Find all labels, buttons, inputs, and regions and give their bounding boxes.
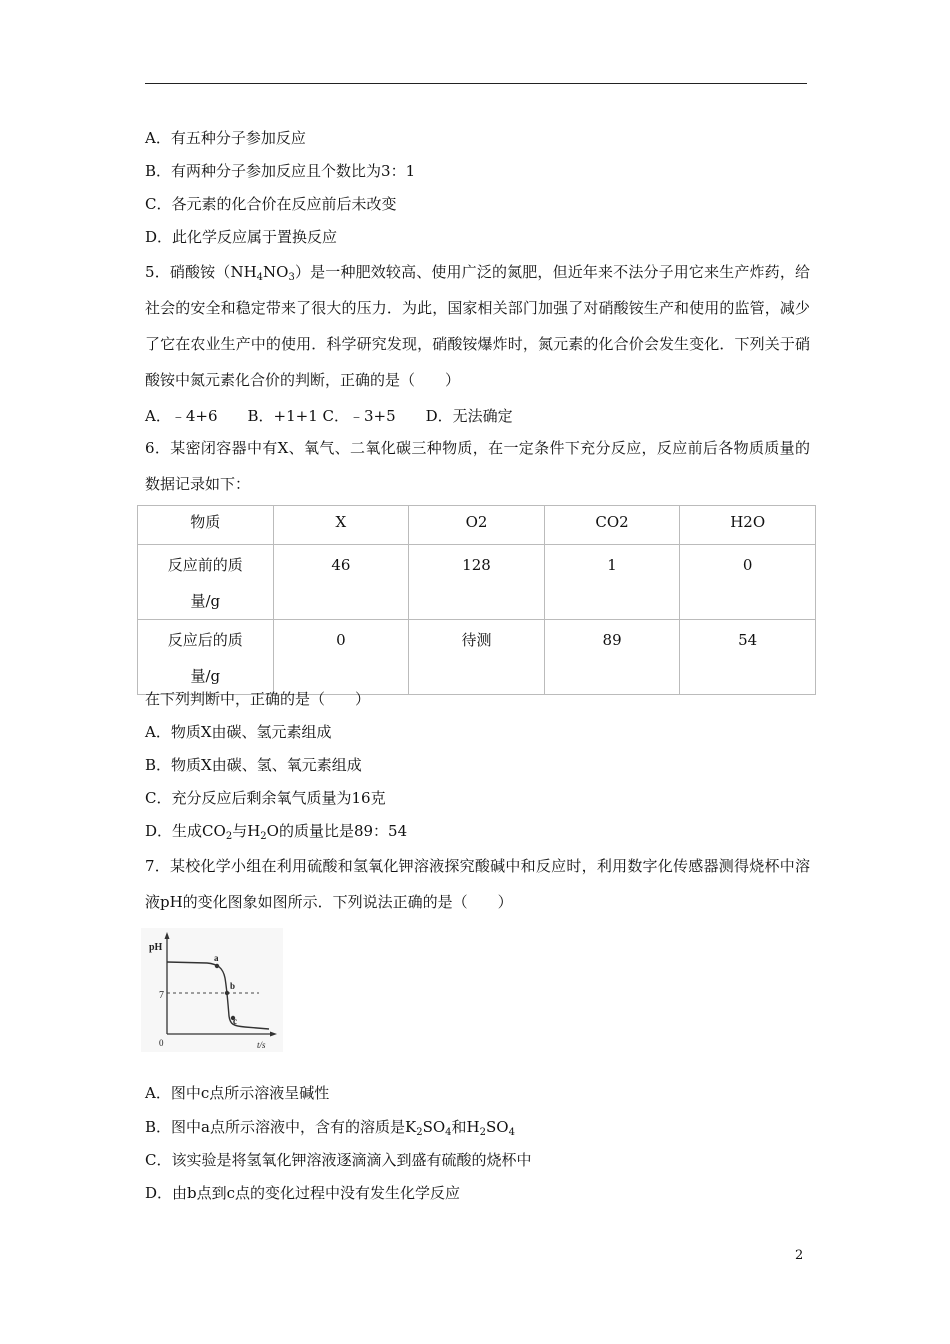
formula-nh: NH <box>230 263 257 281</box>
q7-stem: 7．某校化学小组在利用硫酸和氢氧化钾溶液探究酸碱中和反应时，利用数字化传感器测得烧杯中溶液pH的变化图象如图所示．下列说法正确的是（ ） <box>145 857 810 911</box>
point-b-marker <box>225 991 229 995</box>
q7-option-c: C．该实验是将氢氧化钾溶液逐滴滴入到盛有硫酸的烧杯中 <box>145 1151 532 1169</box>
formula-sub: 2 <box>225 831 233 842</box>
table-header-cell: CO2 <box>544 506 680 545</box>
table-cell: 128 <box>409 545 545 620</box>
text-span: SO <box>485 1118 509 1136</box>
q5-stem-start: 5．硝酸铵（ <box>145 263 231 281</box>
table-header-cell: 物质 <box>138 506 274 545</box>
q6-option-b: B．物质X由碳、氢、氧元素组成 <box>145 756 362 774</box>
q7-option-a: A．图中c点所示溶液呈碱性 <box>145 1084 330 1102</box>
table-header-cell: X <box>273 506 409 545</box>
table-cell <box>138 620 274 695</box>
q6-data-table <box>137 505 816 695</box>
q6-option-c: C．充分反应后剩余氧气质量为16克 <box>145 789 386 807</box>
table-cell: 1 <box>544 545 680 620</box>
text-span: 和H <box>451 1118 480 1136</box>
q4-option-d: D．此化学反应属于置换反应 <box>145 228 338 246</box>
text-span: B．图中a点所示溶液中，含有的溶质是K <box>145 1118 417 1136</box>
q6-stem: 6．某密闭容器中有X、氧气、二氧化碳三种物质，在一定条件下充分反应，反应前后各物质质量的数据记录如下： <box>145 439 810 493</box>
q7-option-b <box>145 1117 515 1137</box>
y-axis-label: pH <box>149 942 163 953</box>
q5-stem-rest: ）是一种肥效较高、使用广泛的氮肥，但近年来不法分子用它来生产炸药，给社会的安全和稳定带来了很大的压力．为此，国家相关部门加强了对硝酸铵生产和使用的监管，减少了它在农业生产中的使用．科学研究发现，硝酸铵爆炸时，氮元素的化合价会发生变化．下列关于硝酸铵中氮元素化合价的判断，正确的是（ ） <box>145 263 810 389</box>
table-header-cell: H2O <box>680 506 816 545</box>
text-span: SO <box>422 1118 446 1136</box>
q4-option-b: B．有两种分子参加反应且个数比为3：1 <box>145 162 416 180</box>
q5-formula <box>230 263 294 281</box>
row-label: 反应前的质量/g <box>167 556 243 610</box>
row-label: 反应后的质量/g <box>167 631 243 685</box>
table-row <box>138 620 816 695</box>
table-cell <box>138 545 274 620</box>
point-a-label: a <box>214 953 219 963</box>
q5-options: A．﹣4+6 B．+1+1 C．﹣3+5 D．无法确定 <box>145 407 513 425</box>
formula-sub: 4 <box>508 1127 515 1138</box>
origin-label: 0 <box>159 1038 164 1048</box>
table-cell: 46 <box>273 545 409 620</box>
table-header-row <box>138 506 816 545</box>
x-axis-label: t/s <box>257 1040 266 1050</box>
q6-option-a: A．物质X由碳、氢元素组成 <box>145 723 332 741</box>
q5-stem <box>145 254 810 398</box>
header-rule <box>145 83 807 84</box>
q7-option-d: D．由b点到c点的变化过程中没有发生化学反应 <box>145 1184 461 1202</box>
point-b-label: b <box>230 981 236 991</box>
formula-sub: 3 <box>288 272 295 283</box>
text-span: D．生成CO <box>145 822 226 840</box>
formula-sub: 2 <box>260 831 267 842</box>
page-number: 2 <box>795 1248 804 1263</box>
table-cell: 0 <box>273 620 409 695</box>
table-header-cell: O2 <box>409 506 545 545</box>
table-cell: 0 <box>680 545 816 620</box>
formula-no: NO <box>263 263 289 281</box>
formula-sub: 4 <box>445 1127 452 1138</box>
table-row <box>138 545 816 620</box>
q6-question: 在下列判断中，正确的是（ ） <box>145 690 371 708</box>
q6-option-d <box>145 821 407 841</box>
q4-option-c: C．各元素的化合价在反应前后未改变 <box>145 195 397 213</box>
table-cell: 89 <box>544 620 680 695</box>
table-cell: 54 <box>680 620 816 695</box>
ph-curve-figure <box>141 928 283 1052</box>
ph-7-label: 7 <box>159 990 164 1001</box>
text-span: O的质量比是89：54 <box>266 822 408 840</box>
formula-sub: 2 <box>479 1127 486 1138</box>
q4-option-a: A．有五种分子参加反应 <box>145 129 306 147</box>
table-cell: 待测 <box>409 620 545 695</box>
point-c-label: c <box>233 1016 237 1026</box>
text-span: 与H <box>232 822 261 840</box>
formula-sub: 4 <box>256 272 264 283</box>
formula-sub: 2 <box>416 1127 423 1138</box>
point-a-marker <box>215 964 219 968</box>
